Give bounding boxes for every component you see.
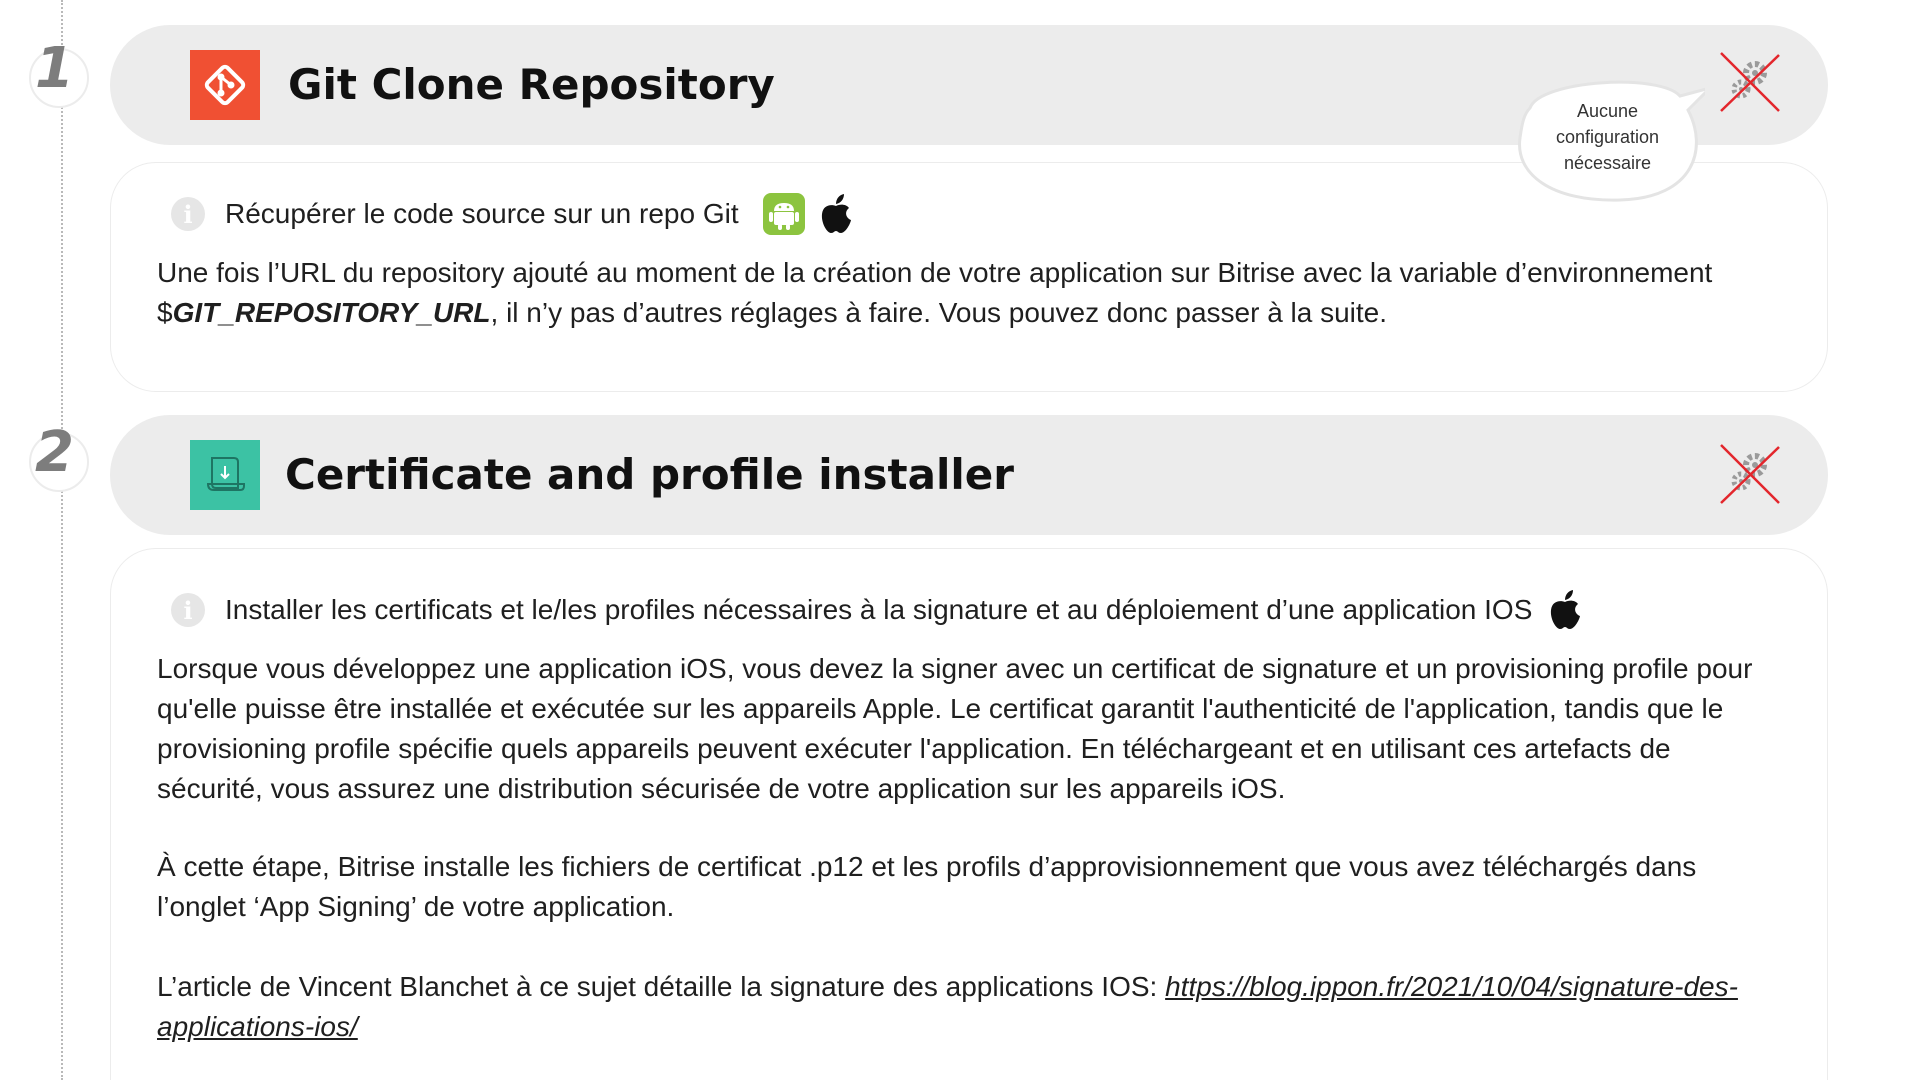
apple-icon (1546, 589, 1584, 631)
bubble-line: Aucune (1576, 101, 1639, 121)
step-summary: Récupérer le code source sur un repo Git (225, 198, 739, 229)
step-number-badge (29, 420, 89, 492)
description-text: Une fois l’URL du repository ajouté au moment de la création de votre application sur Bitrise avec la variable d’environnement $ (157, 257, 1713, 328)
bubble-line: configuration (1555, 127, 1660, 147)
step-number-badge (29, 36, 89, 108)
step-description: À cette étape, Bitrise installe les fichiers de certificat .p12 et les profils d’approvisionnement que vous avez téléchargés dans l’onglet ‘App Signing’ de votre application. (157, 851, 1697, 922)
step-summary: Installer les certificats et le/les profiles nécessaires à la signature et au déploiement d’une application IOS (225, 594, 1533, 625)
article-text: L’article de Vincent Blanchet à ce sujet détaille la signature des applications IOS: (157, 971, 1166, 1002)
no-config-gear-icon (1719, 51, 1781, 113)
step-number: 1 (35, 36, 74, 101)
git-icon (190, 50, 260, 120)
article-reference (157, 967, 1767, 1047)
bubble-text (1510, 98, 1705, 176)
info-icon: i (171, 197, 205, 231)
no-config-bubble (1510, 68, 1705, 204)
description-text: , il n’y pas d’autres réglages à faire. Vous pouvez donc passer à la suite. (490, 297, 1388, 328)
no-config-gear-icon (1719, 443, 1781, 505)
article-link[interactable]: https://blog.ippon.fr/2021/10/04/signature-des-applications-ios/ (157, 971, 1738, 1042)
step-header-certificate (110, 415, 1828, 535)
bubble-line: nécessaire (1563, 153, 1652, 173)
step-number: 2 (35, 420, 74, 485)
step-summary-row (171, 193, 855, 235)
certificate-icon (190, 440, 260, 510)
step-description: Lorsque vous développez une application iOS, vous devez la signer avec un certificat de signature et un provisioning profile pour qu'elle puisse être installée et exécutée sur les appareils Apple. Le certificat garantit l'authenticité de l'application, tandis que le provisioning profile spécifie quels appareils peuvent exécuter l'application. En téléchargeant et en utilisant ces artefacts de sécurité, vous assurez une distribution sécurisée de votre application sur les appareils iOS. (157, 653, 1753, 804)
timeline-line (61, 0, 63, 1080)
android-icon (763, 193, 805, 235)
step-title: Certificate and profile installer (285, 450, 1014, 499)
step-description (157, 253, 1767, 333)
step-summary-row (171, 589, 1584, 631)
step-card-certificate (110, 548, 1828, 1080)
info-icon: i (171, 593, 205, 627)
apple-icon (817, 193, 855, 235)
env-variable: GIT_REPOSITORY_URL (172, 297, 491, 328)
step-title: Git Clone Repository (288, 60, 775, 109)
